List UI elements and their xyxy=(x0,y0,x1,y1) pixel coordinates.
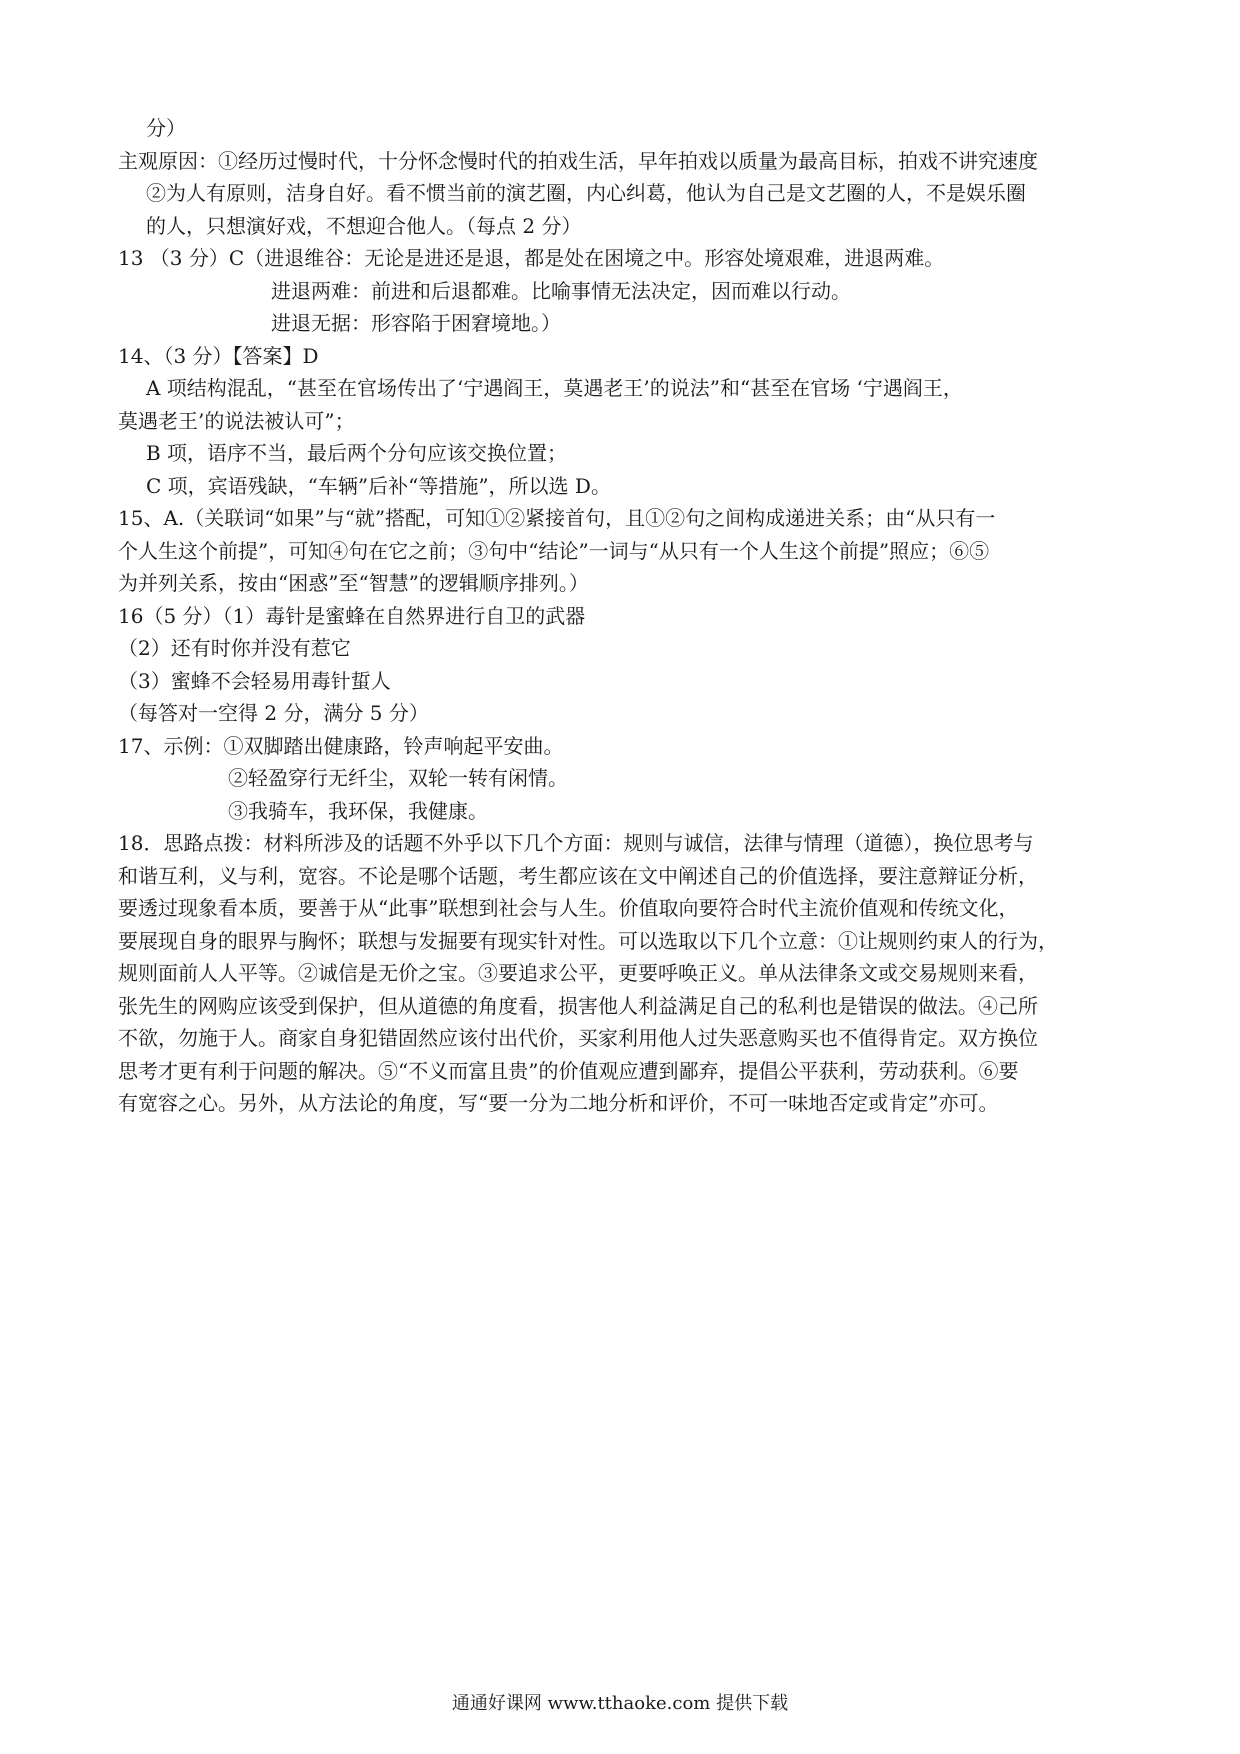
text-line: 分） xyxy=(146,116,186,140)
question-14-line: 14、（3 分）【答案】D xyxy=(118,343,319,368)
question-15-line: 为并列关系，按由“困惑”至“智慧”的逻辑顺序排列。） xyxy=(118,571,589,595)
question-17-line: 17、示例：①双脚踏出健康路，铃声响起平安曲。 xyxy=(118,733,564,758)
text-line: 主观原因：①经历过慢时代，十分怀念慢时代的拍戏生活，早年拍戏以质量为最高目标，拍戏不讲究速度 xyxy=(118,148,1038,173)
question-18-line: 规则面前人人平等。②诚信是无价之宝。③要追求公平，更要呼唤正义。单从法律条文或交易规则来看， xyxy=(118,961,1038,985)
question-13-line: 13 （3 分）C（进退维谷：无论是进还是退，都是处在困境之中。形容处境艰难，进退两难。 xyxy=(118,246,945,270)
question-14-line: 莫遇老王’的说法被认可”； xyxy=(118,408,355,433)
question-18-line: 张先生的网购应该受到保护，但从道德的角度看，损害他人利益满足自己的私利也是错误的做法。④己所 xyxy=(118,993,1038,1018)
question-18-line: 不欲，勿施于人。商家自身犯错固然应该付出代价，买家利用他人过失恶意购买也不值得肯定。双方换位 xyxy=(118,1026,1038,1050)
question-16-line: 16（5 分）（1）毒针是蜜蜂在自然界进行自卫的武器 xyxy=(118,603,586,628)
question-18-line: 和谐互利，义与利，宽容。不论是哪个话题，考生都应该在文中阐述自己的价值选择，要注意辩证分析， xyxy=(118,863,1038,888)
question-15-line: 个人生这个前提”，可知④句在它之前；③句中“结论”一词与“从只有一个人生这个前提”照应；⑥⑤ xyxy=(118,538,990,563)
question-18-line: 18．思路点拨：材料所涉及的话题不外乎以下几个方面：规则与诚信，法律与情理（道德），换位思考与 xyxy=(118,831,1034,855)
question-16-line: （每答对一空得 2 分，满分 5 分） xyxy=(118,701,429,725)
question-14-line: C 项，宾语残缺，“车辆”后补“等措施”，所以选 D。 xyxy=(146,473,611,498)
question-17-line: ③我骑车，我环保，我健康。 xyxy=(228,798,488,823)
text-line: 的人，只想演好戏，不想迎合他人。（每点 2 分） xyxy=(146,213,582,238)
question-13-line: 进退两难：前进和后退都难。比喻事情无法决定，因而难以行动。 xyxy=(271,278,851,303)
answer-content xyxy=(118,112,1128,1120)
question-16-line: （3）蜜蜂不会轻易用毒针蜇人 xyxy=(118,668,391,693)
question-14-line: A 项结构混乱，“甚至在官场传出了‘宁遇阎王，莫遇老王’的说法”和“甚至在官场 ‘宁遇阎王， xyxy=(146,376,963,400)
question-16-line: （2）还有时你并没有惹它 xyxy=(118,636,351,660)
question-18-line: 思考才更有利于问题的解决。⑤“不义而富且贵”的价值观应遭到鄙弃，提倡公平获利，劳动获利。⑥要 xyxy=(118,1058,1019,1083)
text-line: ②为人有原则，洁身自好。看不惯当前的演艺圈，内心纠葛，他认为自己是文艺圈的人，不是娱乐圈 xyxy=(146,181,1026,205)
question-18-line: 有宽容之心。另外，从方法论的角度，写“要一分为二地分析和评价，不可一味地否定或肯定”亦可。 xyxy=(118,1091,999,1115)
page-footer: 通通好课网 www.tthaoke.com 提供下载 xyxy=(451,1693,789,1714)
question-15-line: 15、A.（关联词“如果”与“就”搭配，可知①②紧接首句，且①②句之间构成递进关系；由“从只有一 xyxy=(118,506,996,530)
question-13-line: 进退无据：形容陷于困窘境地。） xyxy=(271,311,561,335)
question-18-line: 要透过现象看本质，要善于从“此事”联想到社会与人生。价值取向要符合时代主流价值观和传统文化， xyxy=(118,896,1019,920)
question-17-line: ②轻盈穿行无纤尘，双轮一转有闲情。 xyxy=(228,766,568,790)
question-14-line: B 项，语序不当，最后两个分句应该交换位置； xyxy=(146,441,568,465)
question-18-line: 要展现自身的眼界与胸怀；联想与发掘要有现实针对性。可以选取以下几个立意：①让规则约束人的行为， xyxy=(118,928,1058,953)
